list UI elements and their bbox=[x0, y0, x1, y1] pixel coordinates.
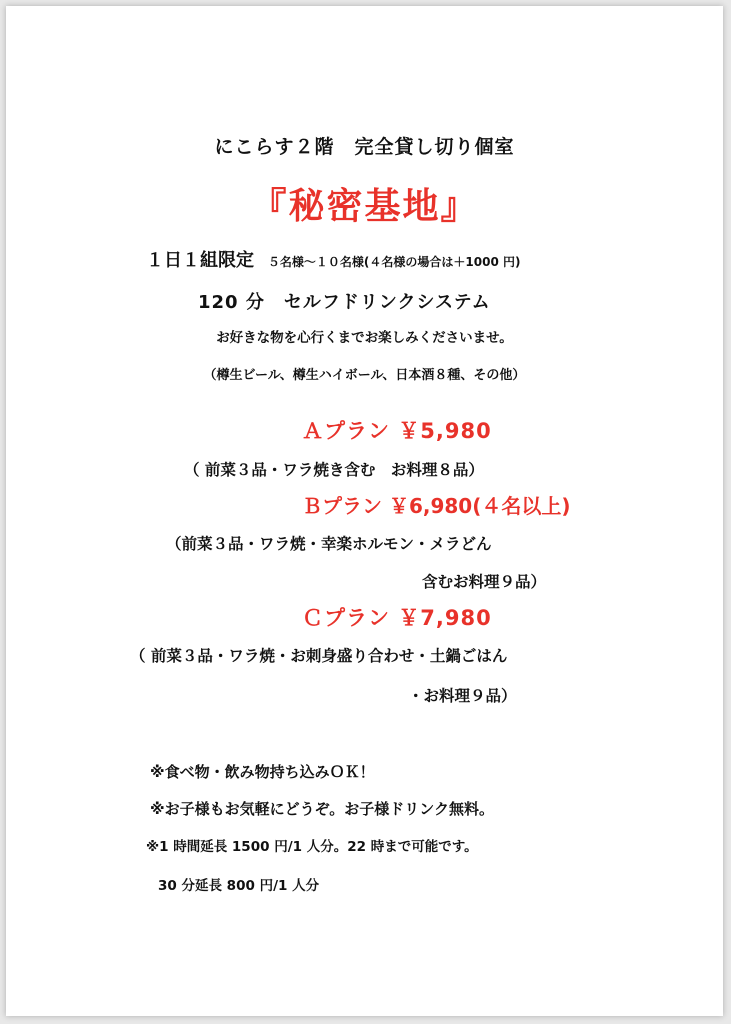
note-bring: ※食べ物・飲み物持ち込みＯＫ！ bbox=[150, 763, 375, 781]
note-kids: ※お子様もお気軽にどうぞ。お子様ドリンク無料。 bbox=[150, 800, 494, 818]
note-extend-30m: 30 分延長 800 円/1 人分 bbox=[158, 878, 320, 894]
limit-main: １日１組限定 bbox=[146, 250, 254, 271]
note-extend-1h: ※1 時間延長 1500 円/1 人分。22 時まで可能です。 bbox=[146, 839, 478, 855]
plan-c-title: Ｃプラン ￥7,980 bbox=[302, 606, 492, 630]
limit-detail: ５名様～１０名様(４名様の場合は＋1000 円) bbox=[267, 255, 521, 269]
plan-b-title: Ｂプラン ￥6,980(４名以上) bbox=[302, 494, 571, 518]
drink-system: 120 分 セルフドリンクシステム bbox=[198, 292, 491, 313]
plan-c-desc-2: ・お料理９品） bbox=[408, 687, 517, 705]
enjoy-text: お好きな物を心行くまでお楽しみくださいませ。 bbox=[216, 330, 513, 346]
page-title: 『秘密基地』 bbox=[250, 186, 479, 227]
plan-c-desc-1: （ 前菜３品・ワラ焼・お刺身盛り合わせ・土鍋ごはん bbox=[130, 647, 508, 665]
plan-a-title: Ａプラン ￥5,980 bbox=[302, 419, 492, 443]
limit-row bbox=[146, 246, 520, 272]
plan-a-desc: （ 前菜３品・ワラ焼き含む お料理８品） bbox=[184, 461, 484, 479]
plan-b-desc-1: （前菜３品・ワラ焼・幸楽ホルモン・メラどん bbox=[166, 535, 492, 553]
drinks-list: （樽生ビール、樽生ハイボール、日本酒８種、その他） bbox=[203, 368, 526, 383]
header-subtitle: にこらす２階 完全貸し切り個室 bbox=[214, 136, 515, 158]
menu-page bbox=[6, 6, 723, 1016]
plan-b-desc-2: 含むお料理９品） bbox=[422, 573, 547, 591]
